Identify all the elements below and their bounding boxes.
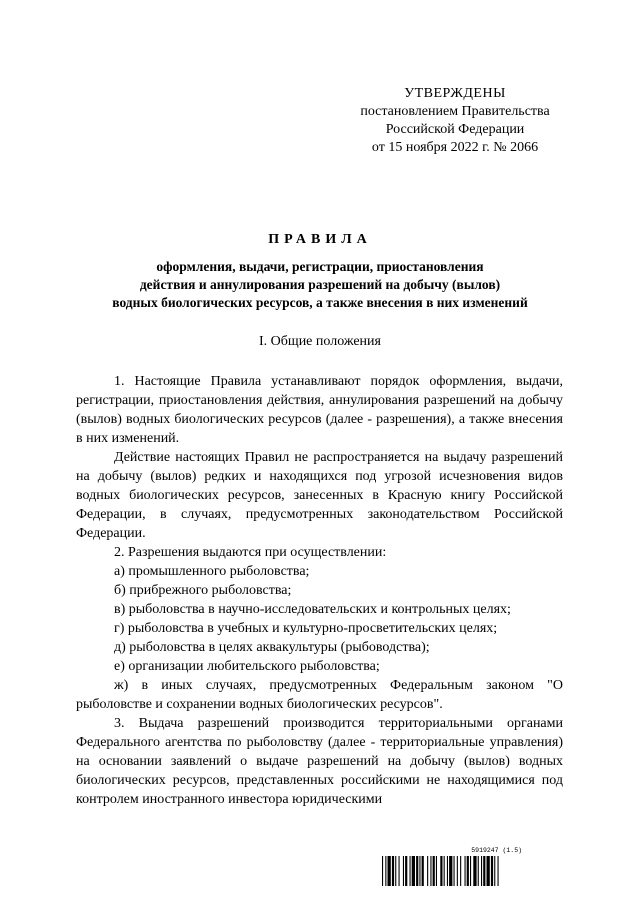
subtitle-line-2: действия и аннулирования разрешений на добычу (вылов) <box>139 277 501 292</box>
approval-line-1: постановлением Правительства <box>360 104 550 119</box>
paragraph-4: 3. Выдача разрешений производится территориальными органами Федерального агентства по рыболовству (далее - территориальные управления) на основании заявлений о выдаче разрешений на добычу (вылов) водных биологических ресурсов, представленных российскими не находящимися под контролем иностранного инвестора юридическими <box>76 716 563 807</box>
barcode-number: 5919247 (1.5) <box>471 847 522 854</box>
approval-block <box>345 85 565 157</box>
document-subtitle <box>60 258 580 312</box>
list-item-v: в) рыболовства в научно-исследовательских и контрольных целях; <box>114 602 511 617</box>
list-item-d: д) рыболовства в целях аквакультуры (рыбоводства); <box>114 640 430 655</box>
approval-line-3: от 15 ноября 2022 г. № 2066 <box>371 140 539 155</box>
barcode-icon <box>382 856 570 886</box>
list-item-g: г) рыболовства в учебных и культурно-просветительских целях; <box>114 621 498 636</box>
barcode <box>382 847 570 892</box>
list-item-zh: ж) в иных случаях, предусмотренных Федеральным законом "О рыболовстве и сохранении водных биологических ресурсов". <box>76 678 563 712</box>
paragraph-3: 2. Разрешения выдаются при осуществлении: <box>114 545 387 560</box>
document-body <box>76 372 563 809</box>
subtitle-line-1: оформления, выдачи, регистрации, приостановления <box>156 259 484 274</box>
paragraph-1: 1. Настоящие Правила устанавливают порядок оформления, выдачи, регистрации, приостановления действия, аннулирования разрешений на добычу (вылов) водных биологических ресурсов (далее - разрешения), а также внесения в них изменений. <box>76 374 563 446</box>
list-item-a: а) промышленного рыболовства; <box>114 564 310 579</box>
list-item-e: е) организации любительского рыболовства; <box>114 659 380 674</box>
list-item-b: б) прибрежного рыболовства; <box>114 583 292 598</box>
paragraph-2: Действие настоящих Правил не распространяется на выдачу разрешений на добычу (вылов) редких и находящихся под угрозой исчезновения видов водных биологических ресурсов, занесенных в Красную книгу Российской Федерации, в случаях, предусмотренных законодательством Российской Федерации. <box>76 450 563 541</box>
section-title: I. Общие положения <box>259 334 381 349</box>
document-title: ПРАВИЛА <box>268 232 372 247</box>
approval-heading: УТВЕРЖДЕНЫ <box>404 86 506 101</box>
approval-line-2: Российской Федерации <box>385 122 525 137</box>
subtitle-line-3: водных биологических ресурсов, а также внесения в них изменений <box>112 295 528 310</box>
